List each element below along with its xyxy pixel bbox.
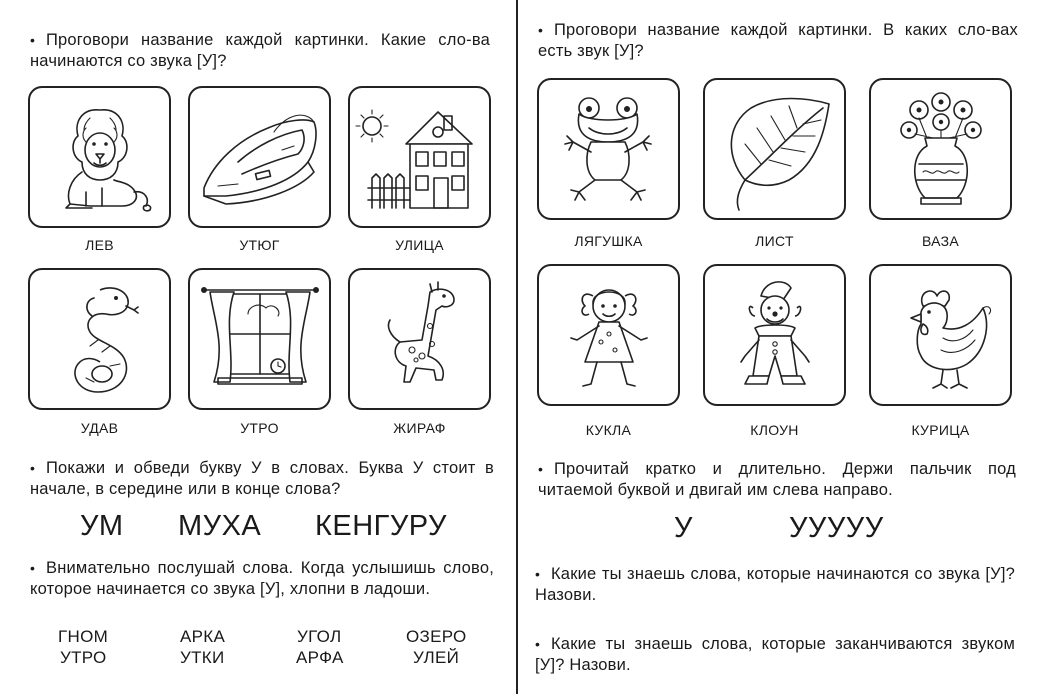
word-mukha: МУХА	[178, 510, 262, 542]
card-lion	[28, 86, 171, 228]
right-task1	[538, 20, 1018, 62]
caption-hen: КУРИЦА	[911, 422, 970, 438]
vase-icon	[871, 80, 1010, 218]
right-task1-text: Проговори название каждой картинки. В каких сло-вах есть звук [У]?	[538, 21, 1018, 60]
left-task3	[30, 558, 494, 600]
caption-house: УЛИЦА	[395, 237, 444, 253]
doll-icon	[539, 266, 678, 404]
card-vase	[869, 78, 1012, 220]
bullet: •	[30, 32, 36, 48]
clown-icon	[705, 266, 844, 404]
lion-icon	[30, 88, 169, 226]
bullet: •	[535, 566, 541, 582]
left-task1	[30, 30, 490, 72]
caption-iron: УТЮГ	[239, 237, 280, 253]
card-giraffe	[348, 268, 491, 410]
word-u-short: У	[674, 512, 693, 544]
caption-morning: УТРО	[240, 420, 279, 436]
word-ozero: ОЗЕРО	[406, 627, 467, 646]
word-gnom: ГНОМ	[58, 627, 109, 646]
frog-icon	[539, 80, 678, 218]
word-utki: УТКИ	[180, 648, 225, 667]
card-doll	[537, 264, 680, 406]
bullet: •	[538, 461, 544, 477]
iron-icon	[190, 88, 329, 226]
right-task2	[538, 459, 1016, 501]
word-arfa: АРФА	[296, 648, 344, 667]
card-house	[348, 86, 491, 228]
right-page	[519, 0, 1046, 694]
caption-doll: КУКЛА	[585, 422, 632, 438]
left-task2	[30, 458, 494, 500]
leaf-icon	[705, 80, 844, 218]
caption-snake: УДАВ	[80, 420, 119, 436]
right-task2-text: Прочитай кратко и длительно. Держи пальчик под читаемой буквой и двигай им слева направо.	[538, 460, 1016, 499]
caption-vase: ВАЗА	[921, 233, 960, 249]
left-task2-text: Покажи и обведи букву У в словах. Буква У стоит в начале, в середине или в конце слова?	[30, 459, 494, 498]
caption-lion: ЛЕВ	[85, 237, 114, 253]
right-task4-text: Какие ты знаешь слова, которые заканчиваются звуком [У]? Назови.	[535, 635, 1015, 674]
word-arka: АРКА	[180, 627, 226, 646]
word-u-long: УУУУУ	[789, 512, 884, 544]
word-um: УМ	[80, 510, 124, 542]
left-task3-text: Внимательно послушай слова. Когда услышишь слово, которое начинается со звука [У], хлопни в ладоши.	[30, 559, 494, 598]
bullet: •	[538, 22, 544, 38]
card-hen	[869, 264, 1012, 406]
giraffe-icon	[350, 270, 489, 408]
caption-clown: КЛОУН	[750, 422, 799, 438]
word-ugol: УГОЛ	[297, 627, 342, 646]
word-kenguru: КЕНГУРУ	[315, 510, 447, 542]
caption-leaf: ЛИСТ	[755, 233, 794, 249]
house-icon	[350, 88, 489, 226]
word-utro: УТРО	[60, 648, 107, 667]
caption-giraffe: ЖИРАФ	[393, 420, 446, 436]
card-iron	[188, 86, 331, 228]
caption-frog: ЛЯГУШКА	[574, 233, 643, 249]
card-leaf	[703, 78, 846, 220]
card-frog	[537, 78, 680, 220]
bullet: •	[30, 560, 36, 576]
right-task3	[535, 564, 1015, 606]
bullet: •	[535, 636, 541, 652]
left-page	[0, 0, 517, 694]
window-icon	[190, 270, 329, 408]
hen-icon	[871, 266, 1010, 404]
card-clown	[703, 264, 846, 406]
left-task1-text: Проговори название каждой картинки. Какие сло-ва начинаются со звука [У]?	[30, 31, 490, 70]
word-uley: УЛЕЙ	[413, 648, 460, 667]
bullet: •	[30, 460, 36, 476]
right-task4	[535, 634, 1015, 676]
card-snake	[28, 268, 171, 410]
right-task3-text: Какие ты знаешь слова, которые начинаются со звука [У]? Назови.	[535, 565, 1015, 604]
card-morning	[188, 268, 331, 410]
snake-icon	[30, 270, 169, 408]
